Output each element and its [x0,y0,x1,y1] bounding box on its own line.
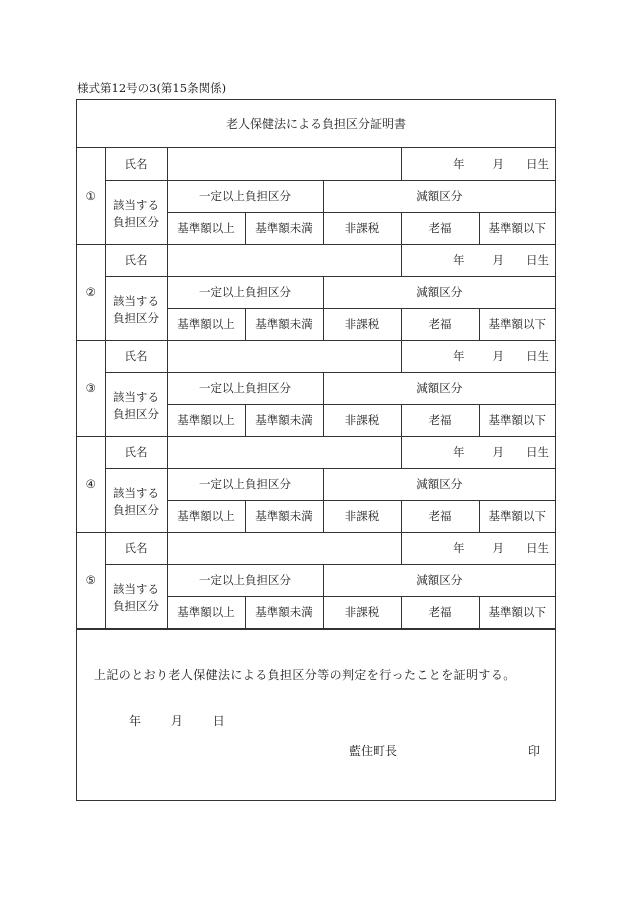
option-std-below[interactable]: 基準額以下 [479,596,555,628]
entry-name-row [77,148,555,180]
name-label: 氏名 [105,148,167,180]
option-non-tax[interactable]: 非課税 [323,308,401,340]
option-non-tax[interactable]: 非課税 [323,596,401,628]
name-field[interactable] [167,244,401,276]
birth-month-label: 月 [492,541,505,555]
date-year-label: 年 [129,713,142,728]
birth-day-label: 日生 [526,541,550,555]
birth-year-label: 年 [453,541,465,555]
birth-month-label: 月 [492,445,505,459]
entry-number: ③ [77,340,105,436]
option-std-above[interactable]: 基準額以上 [167,308,245,340]
option-std-below-not[interactable]: 基準額未満 [245,212,323,244]
birth-year-label: 年 [453,156,465,171]
date-day-label: 日 [212,713,225,728]
entry-name-row [77,436,555,468]
option-std-below[interactable]: 基準額以下 [479,212,555,244]
option-std-above[interactable]: 基準額以上 [167,404,245,436]
birth-day-label: 日生 [526,156,550,171]
option-non-tax[interactable]: 非課税 [323,212,401,244]
above-level-category-header: 一定以上負担区分 [167,372,323,404]
entry-category-header-row [77,180,555,212]
option-welfare[interactable]: 老福 [401,308,479,340]
name-label: 氏名 [105,436,167,468]
option-std-above[interactable]: 基準額以上 [167,500,245,532]
entry-number: ② [77,244,105,340]
entry-number: ④ [77,436,105,532]
birth-month-label: 月 [492,156,505,171]
name-field[interactable] [167,148,401,180]
entry-category-header-row [77,564,555,596]
birthdate-field[interactable] [401,532,555,564]
birthdate-field[interactable] [401,340,555,372]
name-field[interactable] [167,340,401,372]
above-level-category-header: 一定以上負担区分 [167,276,323,308]
certificate-sheet [76,99,556,801]
reduced-category-header: 減額区分 [323,564,555,596]
option-non-tax[interactable]: 非課税 [323,404,401,436]
birth-year-label: 年 [453,445,465,459]
reduced-category-header: 減額区分 [323,372,555,404]
option-welfare[interactable]: 老福 [401,404,479,436]
category-label: 該当する 負担区分 [105,564,167,628]
certification-footer [77,629,555,787]
birthdate-field[interactable] [401,244,555,276]
name-field[interactable] [167,436,401,468]
birth-month-label: 月 [492,349,505,363]
birth-day-label: 日生 [526,349,550,363]
option-std-above[interactable]: 基準額以上 [167,596,245,628]
option-std-below-not[interactable]: 基準額未満 [245,500,323,532]
name-label: 氏名 [105,532,167,564]
above-level-category-header: 一定以上負担区分 [167,564,323,596]
entry-number: ⑤ [77,532,105,628]
birth-year-label: 年 [453,349,465,363]
certification-statement: 上記のとおり老人保健法による負担区分等の判定を行ったことを証明する。 [94,667,516,682]
name-label: 氏名 [105,244,167,276]
entries-table [77,148,555,629]
entry-name-row [77,340,555,372]
category-label: 該当する 負担区分 [105,180,167,244]
option-std-above[interactable]: 基準額以上 [167,212,245,244]
category-label: 該当する 負担区分 [105,372,167,436]
entry-category-header-row [77,372,555,404]
category-label: 該当する 負担区分 [105,468,167,532]
birth-year-label: 年 [453,253,465,267]
entry-name-row [77,244,555,276]
reduced-category-header: 減額区分 [323,180,555,212]
name-label: 氏名 [105,340,167,372]
birth-day-label: 日生 [526,445,550,459]
entry-category-header-row [77,468,555,500]
option-std-below[interactable]: 基準額以下 [479,500,555,532]
entry-name-row [77,532,555,564]
option-welfare[interactable]: 老福 [401,596,479,628]
date-month-label: 月 [170,713,183,728]
option-welfare[interactable]: 老福 [401,212,479,244]
form-number-label: 様式第12号の3(第15条関係) [77,81,227,95]
option-std-below-not[interactable]: 基準額未満 [245,596,323,628]
birth-day-label: 日生 [526,253,550,267]
option-non-tax[interactable]: 非課税 [323,500,401,532]
entry-category-header-row [77,276,555,308]
category-label: 該当する 負担区分 [105,276,167,340]
entry-number: ① [77,148,105,244]
issuer-title: 藍住町長 [349,743,398,758]
reduced-category-header: 減額区分 [323,468,555,500]
certification-date [129,712,225,729]
option-welfare[interactable]: 老福 [401,500,479,532]
reduced-category-header: 減額区分 [323,276,555,308]
name-field[interactable] [167,532,401,564]
document-title: 老人保健法による負担区分証明書 [77,100,555,148]
birthdate-field[interactable] [401,436,555,468]
option-std-below[interactable]: 基準額以下 [479,308,555,340]
birth-month-label: 月 [492,253,505,267]
birthdate-field[interactable] [401,148,555,180]
seal-mark: 印 [528,743,541,758]
option-std-below-not[interactable]: 基準額未満 [245,404,323,436]
above-level-category-header: 一定以上負担区分 [167,468,323,500]
above-level-category-header: 一定以上負担区分 [167,180,323,212]
option-std-below-not[interactable]: 基準額未満 [245,308,323,340]
option-std-below[interactable]: 基準額以下 [479,404,555,436]
